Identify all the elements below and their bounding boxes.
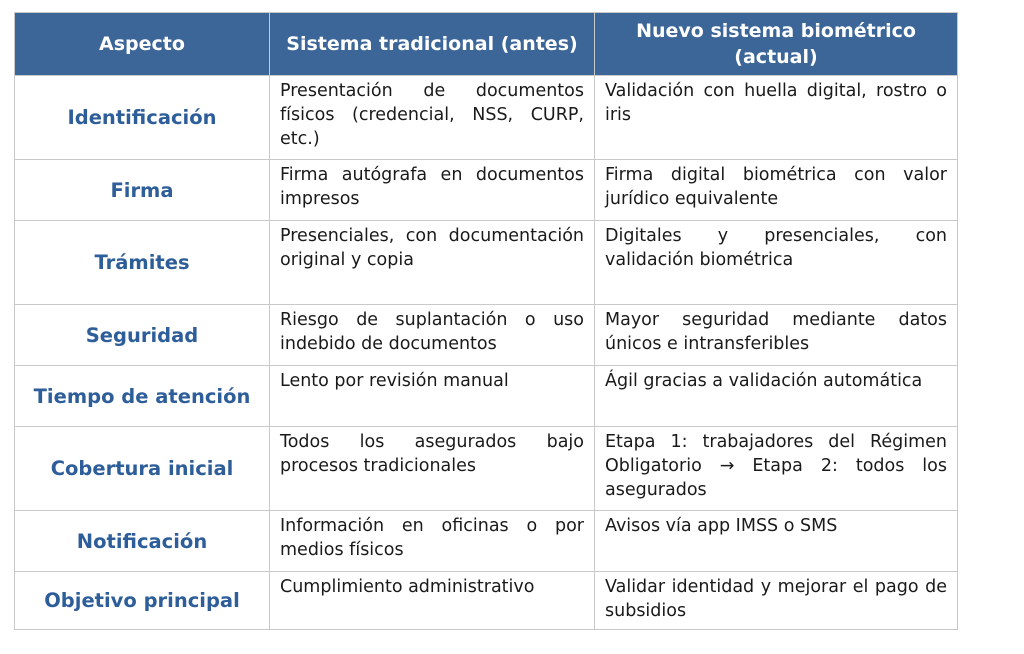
traditional-cell: Información en oficinas o por medios físicos (270, 511, 595, 572)
biometric-cell: Digitales y presenciales, con validación biométrica (595, 221, 958, 305)
traditional-cell: Presenciales, con documentación original y copia (270, 221, 595, 305)
traditional-cell: Riesgo de suplantación o uso indebido de documentos (270, 305, 595, 366)
comparison-table (14, 12, 958, 630)
header-biometric: Nuevo sistema biométrico (actual) (595, 13, 958, 76)
aspect-cell: Tiempo de atención (15, 366, 270, 427)
biometric-cell: Etapa 1: trabajadores del Régimen Obligatorio → Etapa 2: todos los asegurados (595, 427, 958, 511)
traditional-cell: Presentación de documentos físicos (credencial, NSS, CURP, etc.) (270, 76, 595, 160)
table-header (15, 13, 958, 76)
traditional-cell: Cumplimiento administrativo (270, 572, 595, 630)
table-row (15, 572, 958, 630)
table-row (15, 76, 958, 160)
header-traditional: Sistema tradicional (antes) (270, 13, 595, 76)
aspect-cell: Identificación (15, 76, 270, 160)
table-row (15, 427, 958, 511)
traditional-cell: Firma autógrafa en documentos impresos (270, 160, 595, 221)
traditional-cell: Lento por revisión manual (270, 366, 595, 427)
table-row (15, 511, 958, 572)
aspect-cell: Firma (15, 160, 270, 221)
table-row (15, 366, 958, 427)
header-row (15, 13, 958, 76)
aspect-cell: Objetivo principal (15, 572, 270, 630)
biometric-cell: Ágil gracias a validación automática (595, 366, 958, 427)
biometric-cell: Validación con huella digital, rostro o iris (595, 76, 958, 160)
table-row (15, 221, 958, 305)
biometric-cell: Validar identidad y mejorar el pago de subsidios (595, 572, 958, 630)
biometric-cell: Mayor seguridad mediante datos únicos e intransferibles (595, 305, 958, 366)
aspect-cell: Trámites (15, 221, 270, 305)
table-body (15, 76, 958, 630)
header-aspect: Aspecto (15, 13, 270, 76)
aspect-cell: Seguridad (15, 305, 270, 366)
aspect-cell: Cobertura inicial (15, 427, 270, 511)
biometric-cell: Avisos vía app IMSS o SMS (595, 511, 958, 572)
table-row (15, 160, 958, 221)
traditional-cell: Todos los asegurados bajo procesos tradicionales (270, 427, 595, 511)
biometric-cell: Firma digital biométrica con valor jurídico equivalente (595, 160, 958, 221)
aspect-cell: Notificación (15, 511, 270, 572)
table-row (15, 305, 958, 366)
